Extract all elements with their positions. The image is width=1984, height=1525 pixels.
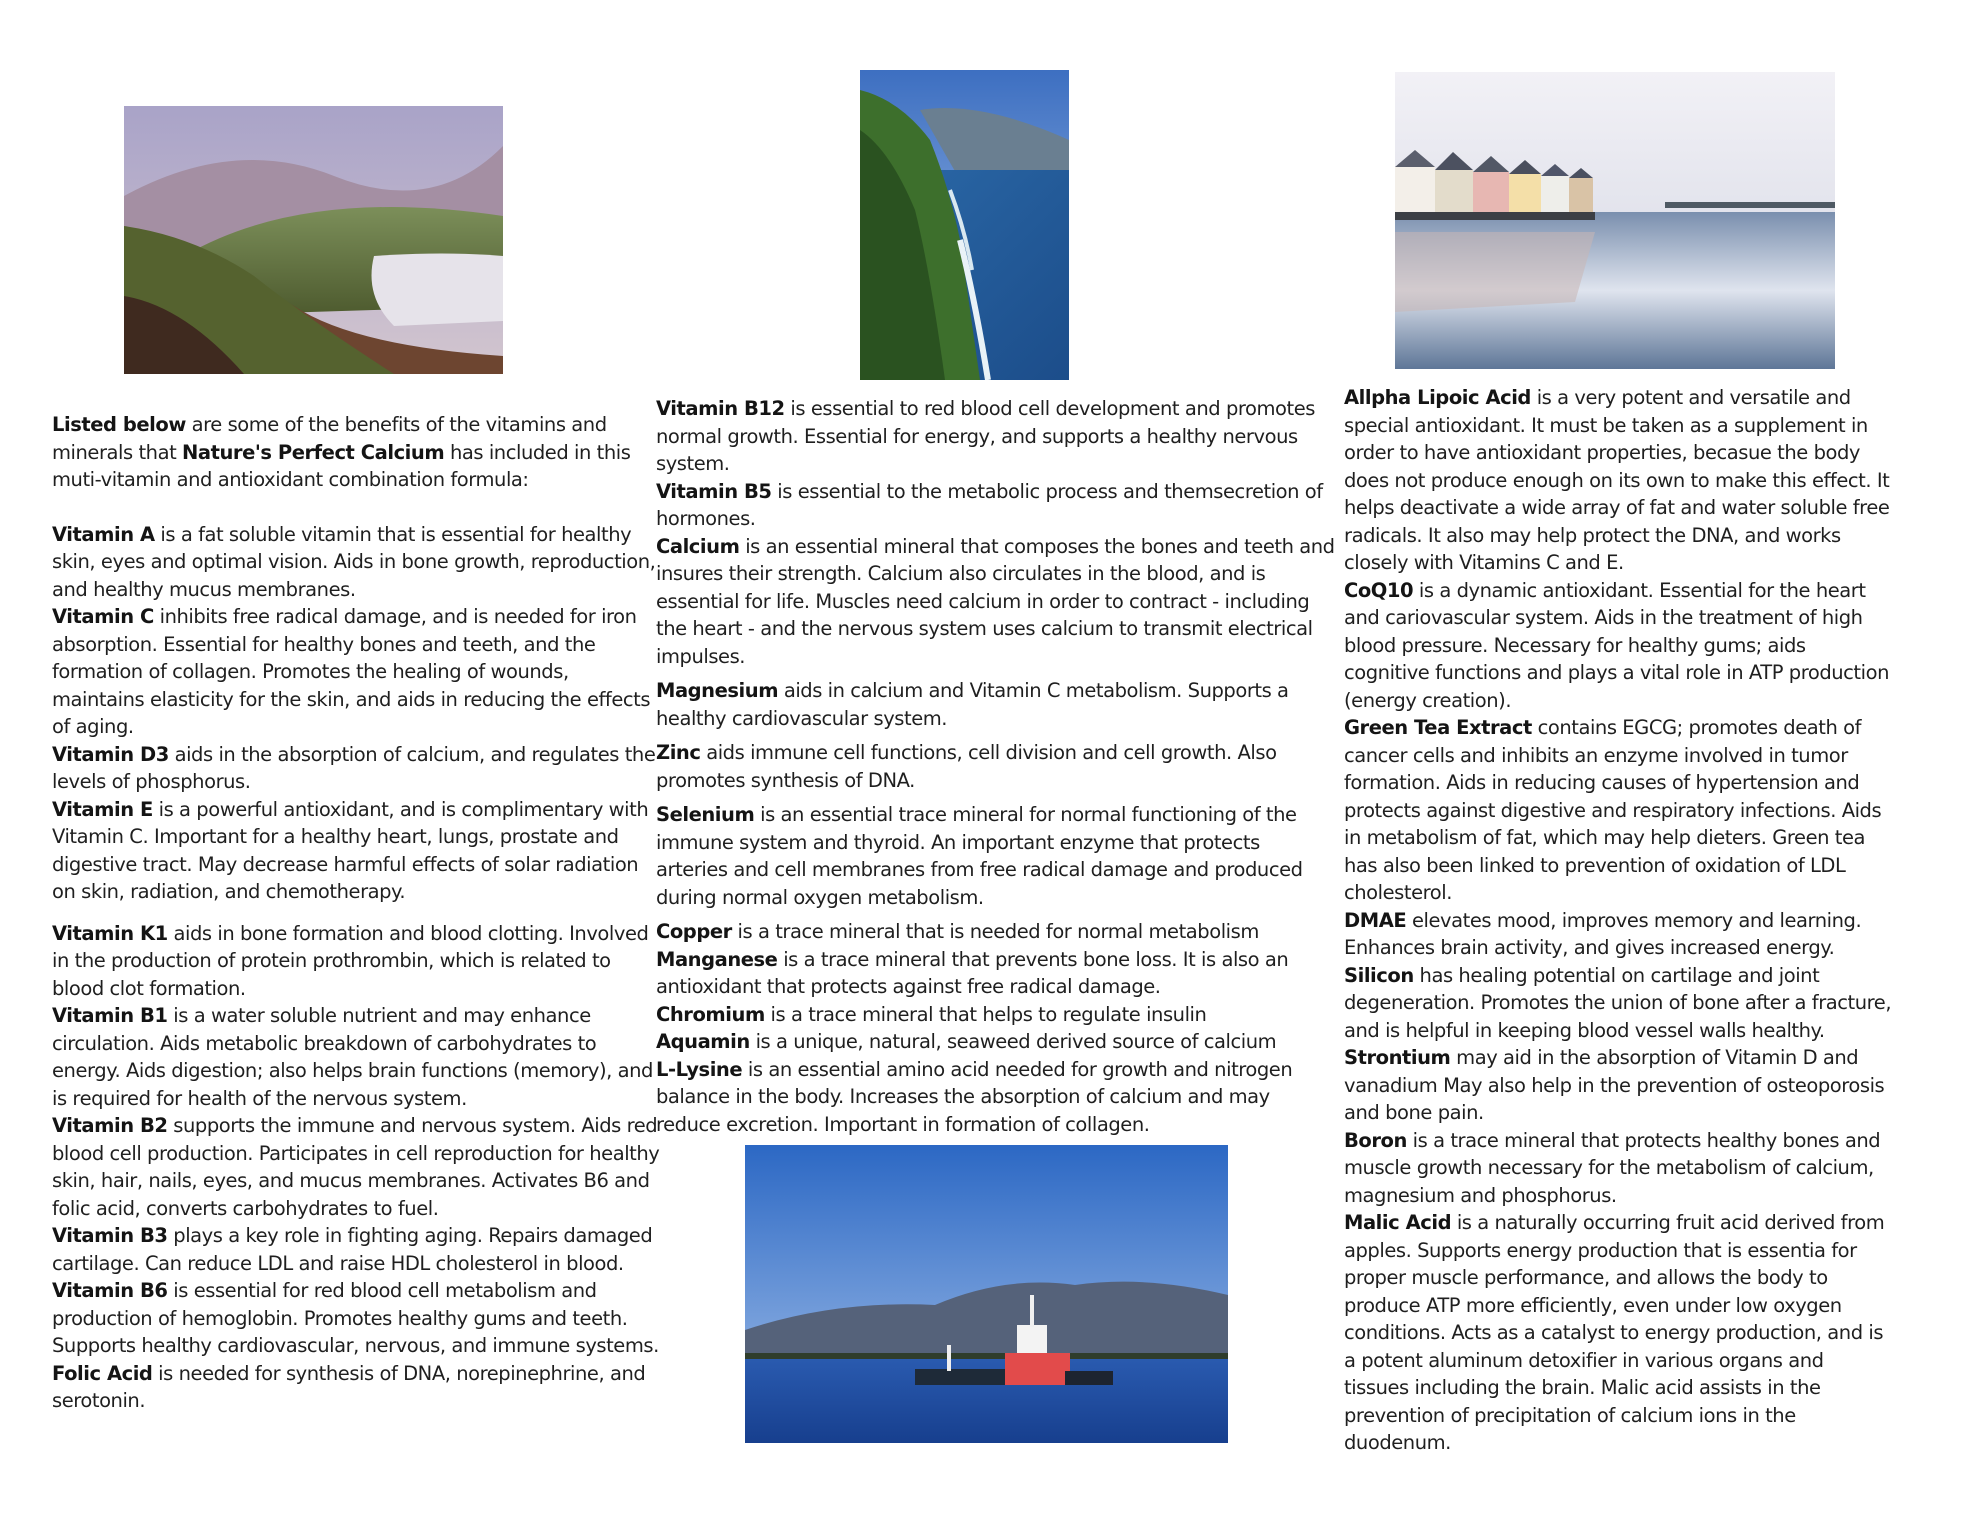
nutrient-entry	[52, 741, 662, 796]
nutrient-entry	[656, 801, 1336, 911]
nutrient-entry	[656, 478, 1336, 533]
nutrient-entry	[656, 395, 1336, 478]
nutrient-description: aids in calcium and Vitamin C metabolism. Supports a healthy cardiovascular system.	[656, 679, 1289, 730]
nutrient-entry	[52, 1277, 662, 1360]
nutrient-name: Folic Acid	[52, 1361, 153, 1385]
nutrient-description: is a water soluble nutrient and may enhance circulation. Aids metabolic breakdown of carbohydrates to energy. Aids digestion; also helps brain functions (memory), and is required for health of the nervous system.	[52, 1004, 653, 1110]
nutrient-description: is needed for synthesis of DNA, norepinephrine, and serotonin.	[52, 1361, 646, 1412]
nutrient-name: Calcium	[656, 534, 740, 558]
nutrient-description: is essential to red blood cell development and promotes normal growth. Essential for energy, and supports a healthy nervous system.	[656, 397, 1315, 475]
nutrient-entry	[52, 1360, 662, 1415]
nutrient-name: Strontium	[1344, 1046, 1451, 1069]
nutrient-entry	[52, 603, 662, 741]
nutrient-name: Silicon	[1344, 963, 1414, 987]
nutrient-description: is a very potent and versatile and special antioxidant. It must be taken as a supplement in order to have antioxidant properties, becasue the body does not produce enough on its own to make this effect. It helps deactivate a wide array of fat and water soluble free radicals. It also may help protect the DNA, and works closely with Vitamins C and E.	[1344, 386, 1890, 574]
nutrient-name: Green Tea Extract	[1344, 716, 1532, 739]
nutrient-entry	[1344, 577, 1892, 715]
nutrient-name: Allpha Lipoic Acid	[1344, 386, 1531, 409]
nutrient-description: is a naturally occurring fruit acid derived from apples. Supports energy production that is essentia for proper muscle performance, and allows the body to produce ATP more efficiently, even under low oxygen conditions. Acts as a catalyst to energy production, and is a potent aluminum detoxifier in various organs and tissues including the brain. Malic acid assists in the prevention of precipitation of calcium ions in the duodenum.	[1344, 1211, 1885, 1454]
nutrient-entry	[1344, 1209, 1892, 1457]
nutrient-entry	[52, 920, 662, 1003]
nutrient-description: is a trace mineral that prevents bone loss. It is also an antioxidant that protects against free radical damage.	[656, 947, 1289, 998]
nutrient-name: Boron	[1344, 1128, 1407, 1152]
nutrient-description: aids in the absorption of calcium, and regulates the levels of phosphorus.	[52, 742, 656, 793]
nutrient-description: may aid in the absorption of Vitamin D and vanadium May also help in the prevention of osteoporosis and bone pain.	[1344, 1046, 1885, 1124]
nutrient-entry	[52, 521, 662, 604]
nutrient-name: Malic Acid	[1344, 1211, 1452, 1234]
nutrient-description: plays a key role in fighting aging. Repairs damaged cartilage. Can reduce LDL and raise HDL cholesterol in blood.	[52, 1224, 653, 1275]
nutrient-name: Vitamin C	[52, 605, 154, 628]
nutrient-name: DMAE	[1344, 908, 1407, 932]
nutrient-name: CoQ10	[1344, 578, 1414, 602]
nutrient-description: aids immune cell functions, cell division and cell growth. Also promotes synthesis of DNA.	[656, 741, 1277, 792]
nutrient-name: Vitamin B1	[52, 1004, 168, 1027]
nutrient-entry	[656, 946, 1336, 1001]
nutrient-description: is a trace mineral that protects healthy bones and muscle growth necessary for the metabolism of calcium, magnesium and phosphorus.	[1344, 1128, 1881, 1207]
product-name: Nature's Perfect Calcium	[182, 440, 445, 464]
nutrient-entry	[656, 918, 1336, 946]
nutrient-description: is an essential mineral that composes the bones and teeth and insures their strength. Calcium also circulates in the blood, and is essential for life. Muscles need calcium in order to contract - including the heart - and the nervous system uses calcium to transmit electrical impulses.	[656, 534, 1335, 668]
coastal-cliffs-photo	[860, 70, 1069, 380]
nutrient-name: Magnesium	[656, 679, 779, 702]
nutrient-description: is a trace mineral that is needed for normal metabolism	[731, 920, 1259, 943]
valley-landscape-photo	[124, 106, 503, 374]
nutrient-name: L-Lysine	[656, 1057, 743, 1081]
nutrient-name: Zinc	[656, 741, 701, 764]
nutrient-entry	[52, 796, 662, 906]
nutrient-description: aids in bone formation and blood clotting. Involved in the production of protein prothrombin, which is related to blood clot formation.	[52, 921, 649, 1000]
nutrient-name: Vitamin B12	[656, 397, 785, 420]
nutrient-entry	[656, 533, 1336, 671]
nutrient-name: Vitamin B5	[656, 479, 772, 503]
intro-tail: has included in this muti-vitamin and antioxidant combination formula:	[52, 440, 631, 491]
nutrient-description: is a dynamic antioxidant. Essential for the heart and cariovascular system. Aids in the treatment of high blood pressure. Necessary for healthy gums; aids cognitive functions and plays a vital role in ATP production (energy creation).	[1344, 578, 1889, 712]
nutrient-description: is a powerful antioxidant, and is complimentary with Vitamin C. Important for a healthy heart, lungs, prostate and digestive tract. May decrease harmful effects of solar radiation on skin, radiation, and chemotherapy.	[52, 797, 649, 903]
nutrient-entry	[656, 1028, 1336, 1056]
nutrient-entry	[52, 1112, 662, 1222]
nutrient-description: contains EGCG; promotes death of cancer cells and inhibits an enzyme involved in tumor formation. Aids in reducing causes of hypertension and protects against digestive and respiratory infections. Aids in metabolism of fat, which may help dieters. Green tea has also been linked to prevention of oxidation of LDL cholesterol.	[1344, 716, 1882, 904]
nutrient-entry	[52, 1222, 662, 1277]
nutrient-name: Manganese	[656, 947, 778, 971]
nutrient-name: Vitamin B2	[52, 1114, 168, 1137]
nutrient-description: elevates mood, improves memory and learning. Enhances brain activity, and gives increased energy.	[1344, 908, 1862, 959]
nutrient-description: is a fat soluble vitamin that is essential for healthy skin, eyes and optimal vision. Aids in bone growth, reproduction, and healthy mucus membranes.	[52, 522, 656, 601]
harbor-houses-photo	[1395, 72, 1835, 369]
nutrient-entry	[656, 677, 1336, 732]
nutrient-name: Vitamin D3	[52, 742, 169, 766]
nutrient-description: is essential to the metabolic process and themsecretion of hormones.	[656, 479, 1323, 530]
nutrient-entry	[1344, 907, 1892, 962]
nutrient-name: Selenium	[656, 803, 755, 826]
nutrient-entry	[656, 739, 1336, 794]
nutrient-entry	[656, 1056, 1336, 1139]
nutrient-name: Vitamin B6	[52, 1279, 168, 1302]
nutrient-name: Vitamin A	[52, 522, 155, 546]
intro-mid: are some of the benefits of the vitamins and minerals that	[52, 413, 607, 464]
nutrient-name: Vitamin B3	[52, 1224, 168, 1247]
intro-lead: Listed below	[52, 413, 186, 436]
column-left	[52, 411, 662, 1415]
nutrient-name: Copper	[656, 920, 732, 943]
nutrient-entry	[1344, 714, 1892, 907]
bay-boats-photo	[745, 1145, 1228, 1443]
nutrient-description: is a trace mineral that helps to regulate insulin	[764, 1002, 1207, 1026]
nutrient-entry	[1344, 1044, 1892, 1127]
nutrient-name: Vitamin K1	[52, 921, 168, 945]
nutrient-description: is an essential trace mineral for normal functioning of the immune system and thyroid. An important enzyme that protects arteries and cell membranes from free radical damage and produced during normal oxygen metabolism.	[656, 803, 1303, 909]
nutrient-entry	[1344, 384, 1892, 577]
nutrient-name: Chromium	[656, 1002, 765, 1026]
nutrient-entry	[52, 1002, 662, 1112]
nutrient-description: is essential for red blood cell metabolism and production of hemoglobin. Promotes healthy gums and teeth. Supports healthy cardiovascular, nervous, and immune systems.	[52, 1279, 659, 1357]
nutrient-description: is a unique, natural, seaweed derived source of calcium	[749, 1030, 1277, 1053]
nutrient-description: inhibits free radical damage, and is needed for iron absorption. Essential for healthy bones and teeth, and the formation of collagen. Promotes the healing of wounds, maintains elasticity for the skin, and aids in reducing the effects of aging.	[52, 605, 651, 738]
nutrient-entry	[656, 1001, 1336, 1029]
nutrient-entry	[1344, 962, 1892, 1045]
column-middle	[656, 395, 1336, 1138]
intro-paragraph	[52, 411, 662, 494]
column-right	[1344, 384, 1892, 1457]
nutrient-description: supports the immune and nervous system. Aids red blood cell production. Participates in cell reproduction for healthy skin, hair, nails, eyes, and mucus membranes. Activates B6 and folic acid, converts carbohydrates to fuel.	[52, 1114, 660, 1220]
nutrient-description: is an essential amino acid needed for growth and nitrogen balance in the body. Increases the absorption of calcium and may reduce excretion. Important in formation of collagen.	[656, 1057, 1293, 1136]
nutrient-description: has healing potential on cartilage and joint degeneration. Promotes the union of bone after a fracture, and is helpful in keeping blood vessel walls healthy.	[1344, 963, 1892, 1042]
nutrient-entry	[1344, 1127, 1892, 1210]
nutrient-name: Aquamin	[656, 1030, 750, 1053]
nutrient-name: Vitamin E	[52, 797, 153, 821]
